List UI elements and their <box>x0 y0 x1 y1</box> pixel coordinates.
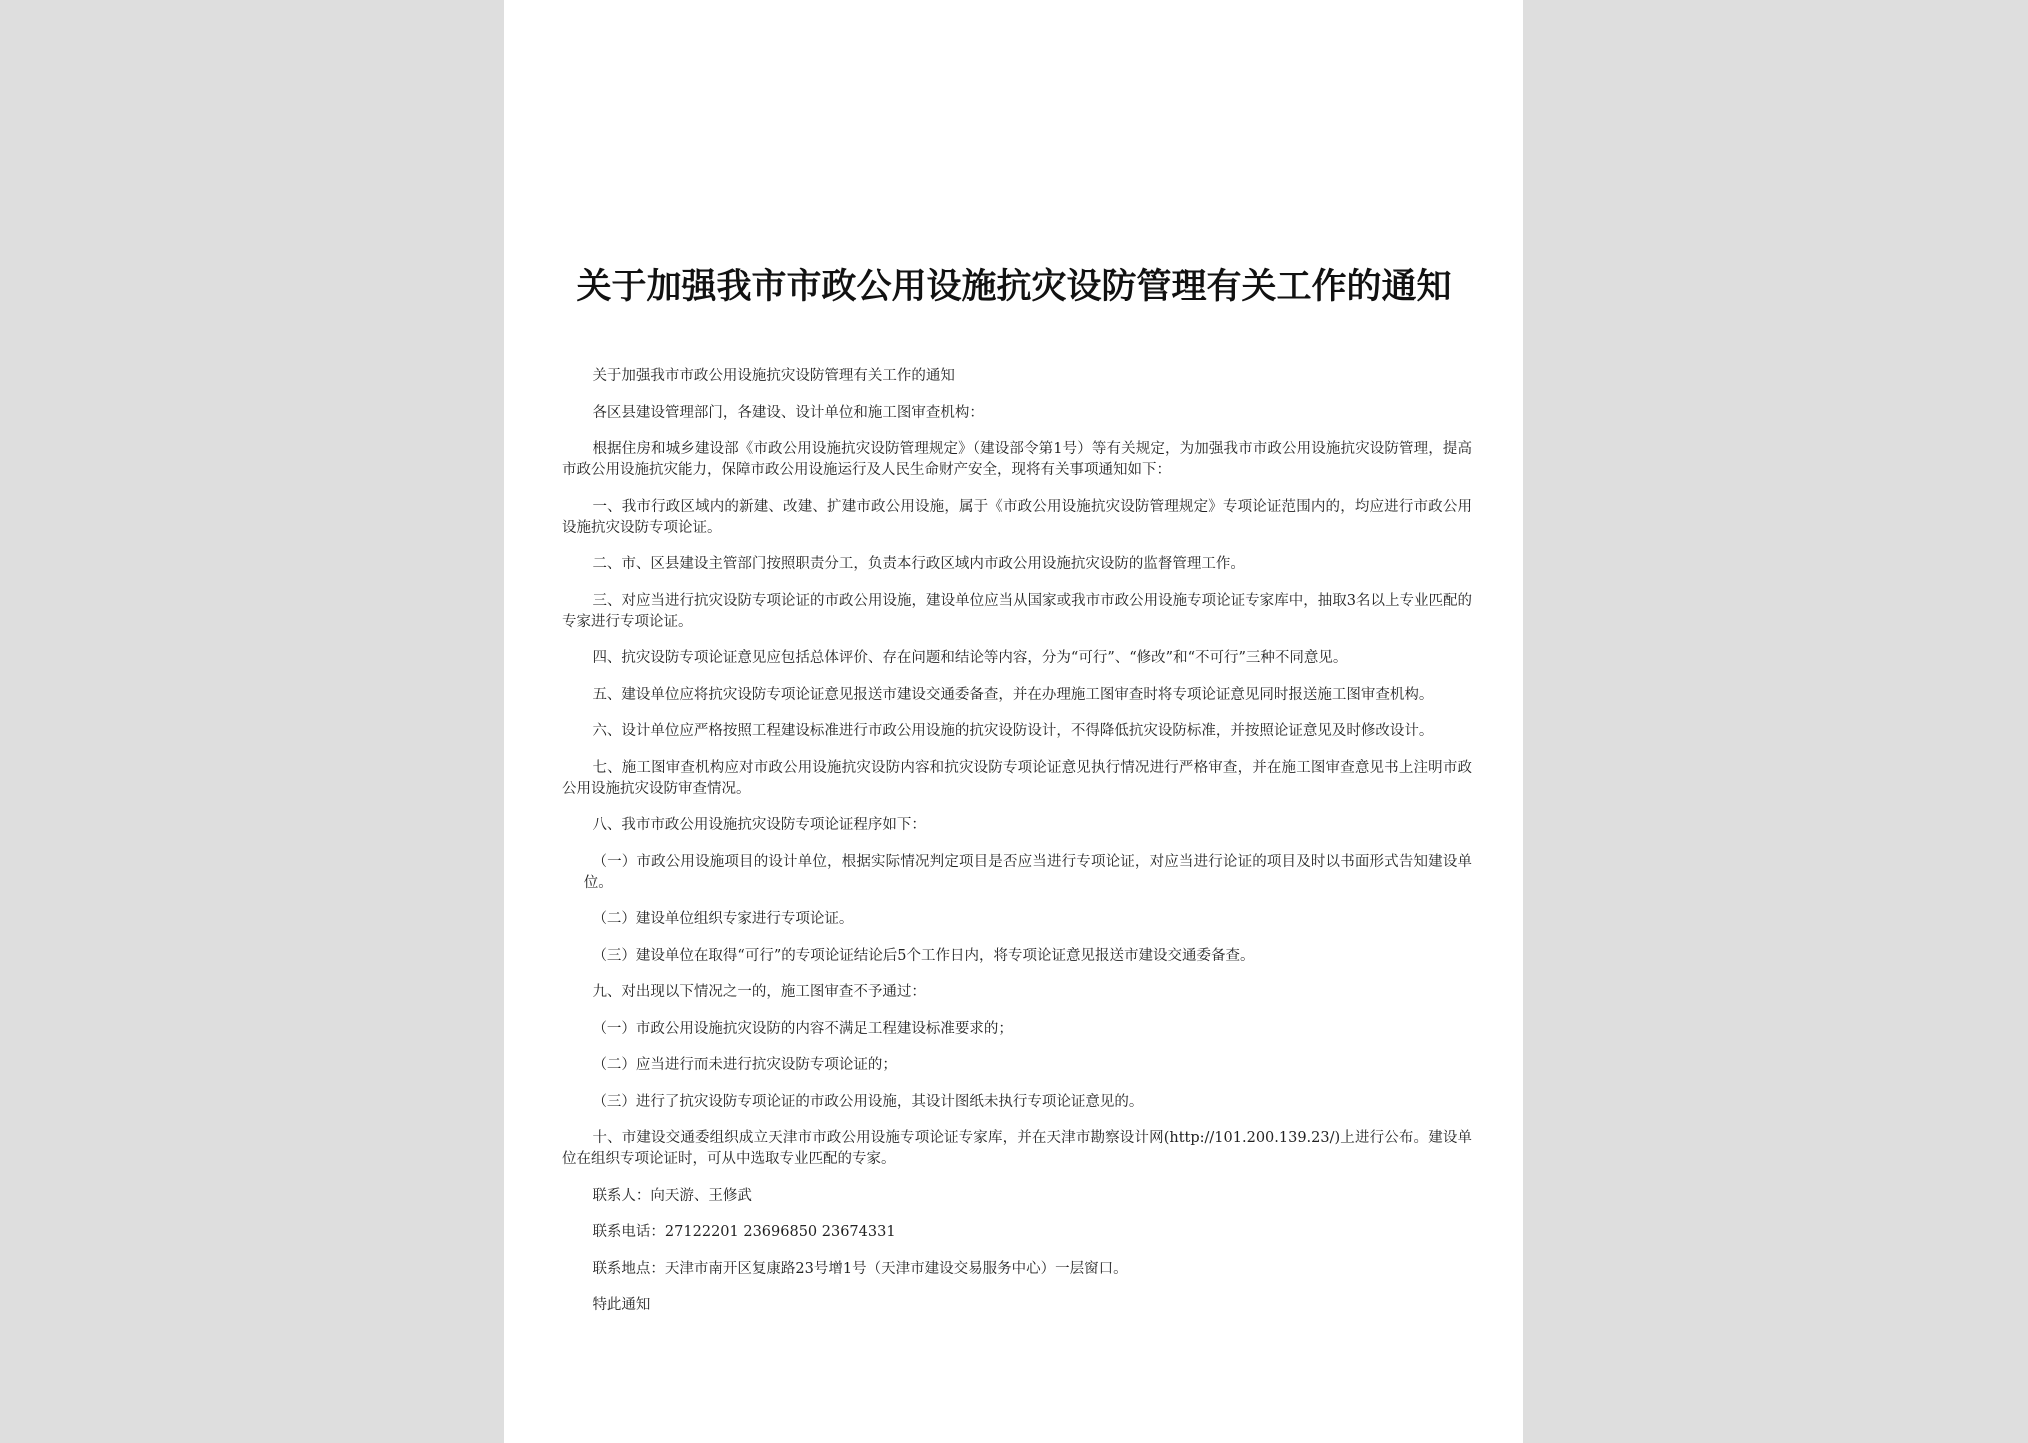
paragraph-item-8-2: （二）建设单位组织专家进行专项论证。 <box>592 911 854 927</box>
paragraph-item-9-2: （二）应当进行而未进行抗灾设防专项论证的； <box>592 1057 897 1073</box>
paragraph-item-8-3: （三）建设单位在取得“可行”的专项论证结论后5个工作日内，将专项论证意见报送市建设交通委备查。 <box>592 947 1255 964</box>
paragraph-contact-phone: 联系电话：27122201 23696850 23674331 <box>592 1224 896 1240</box>
paragraph-item-9-1: （一）市政公用设施抗灾设防的内容不满足工程建设标准要求的； <box>592 1020 1013 1037</box>
paragraph-preamble: 根据住房和城乡建设部《市政公用设施抗灾设防管理规定》（建设部令第1号）等有关规定，为加强我市市政公用设施抗灾设防管理，提高市政公用设施抗灾能力，保障市政公用设施运行及人民生命财产安全，现将有关事项通知如下： <box>562 441 1472 478</box>
paragraph-item-8-1: （一）市政公用设施项目的设计单位，根据实际情况判定项目是否应当进行专项论证，对应当进行论证的项目及时以书面形式告知建设单位。 <box>583 853 1472 891</box>
paragraph-repeat-title: 关于加强我市市政公用设施抗灾设防管理有关工作的通知 <box>592 368 955 384</box>
paragraph-item-3: 三、对应当进行抗灾设防专项论证的市政公用设施，建设单位应当从国家或我市市政公用设施专项论证专家库中，抽取3名以上专业匹配的专家进行专项论证。 <box>562 592 1472 630</box>
paragraph-contact-person: 联系人：向天游、王修武 <box>592 1187 752 1204</box>
paragraph-item-4: 四、抗灾设防专项论证意见应包括总体评价、存在问题和结论等内容，分为“可行”、“修改”和“不可行”三种不同意见。 <box>592 650 1348 666</box>
paragraph-item-5: 五、建设单位应将抗灾设防专项论证意见报送市建设交通委备查，并在办理施工图审查时将专项论证意见同时报送施工图审查机构。 <box>592 686 1434 703</box>
document-body <box>562 366 1472 1332</box>
paragraph-item-8: 八、我市市政公用设施抗灾设防专项论证程序如下： <box>592 817 926 833</box>
document-page <box>504 0 1523 1443</box>
paragraph-contact-address: 联系地点：天津市南开区复康路23号增1号（天津市建设交易服务中心）一层窗口。 <box>592 1260 1128 1277</box>
paragraph-closing: 特此通知 <box>592 1297 651 1313</box>
paragraph-item-7: 七、施工图审查机构应对市政公用设施抗灾设防内容和抗灾设防专项论证意见执行情况进行严格审查，并在施工图审查意见书上注明市政公用设施抗灾设防审查情况。 <box>562 759 1472 797</box>
document-title: 关于加强我市市政公用设施抗灾设防管理有关工作的通知 <box>576 266 1452 307</box>
paragraph-item-2: 二、市、区县建设主管部门按照职责分工，负责本行政区域内市政公用设施抗灾设防的监督管理工作。 <box>592 556 1245 572</box>
paragraph-item-10: 十、市建设交通委组织成立天津市市政公用设施专项论证专家库，并在天津市勘察设计网(http://101.200.139.23/)上进行公布。建设单位在组织专项论证时，可从中选取专业匹配的专家。 <box>562 1130 1472 1167</box>
paragraph-addressee: 各区县建设管理部门，各建设、设计单位和施工图审查机构： <box>592 404 984 421</box>
paragraph-item-9: 九、对出现以下情况之一的，施工图审查不予通过： <box>592 984 926 1000</box>
paragraph-item-6: 六、设计单位应严格按照工程建设标准进行市政公用设施的抗灾设防设计，不得降低抗灾设防标准，并按照论证意见及时修改设计。 <box>592 723 1434 739</box>
paragraph-item-9-3: （三）进行了抗灾设防专项论证的市政公用设施，其设计图纸未执行专项论证意见的。 <box>592 1093 1144 1110</box>
paragraph-item-1: 一、我市行政区域内的新建、改建、扩建市政公用设施，属于《市政公用设施抗灾设防管理规定》专项论证范围内的，均应进行市政公用设施抗灾设防专项论证。 <box>562 498 1472 536</box>
